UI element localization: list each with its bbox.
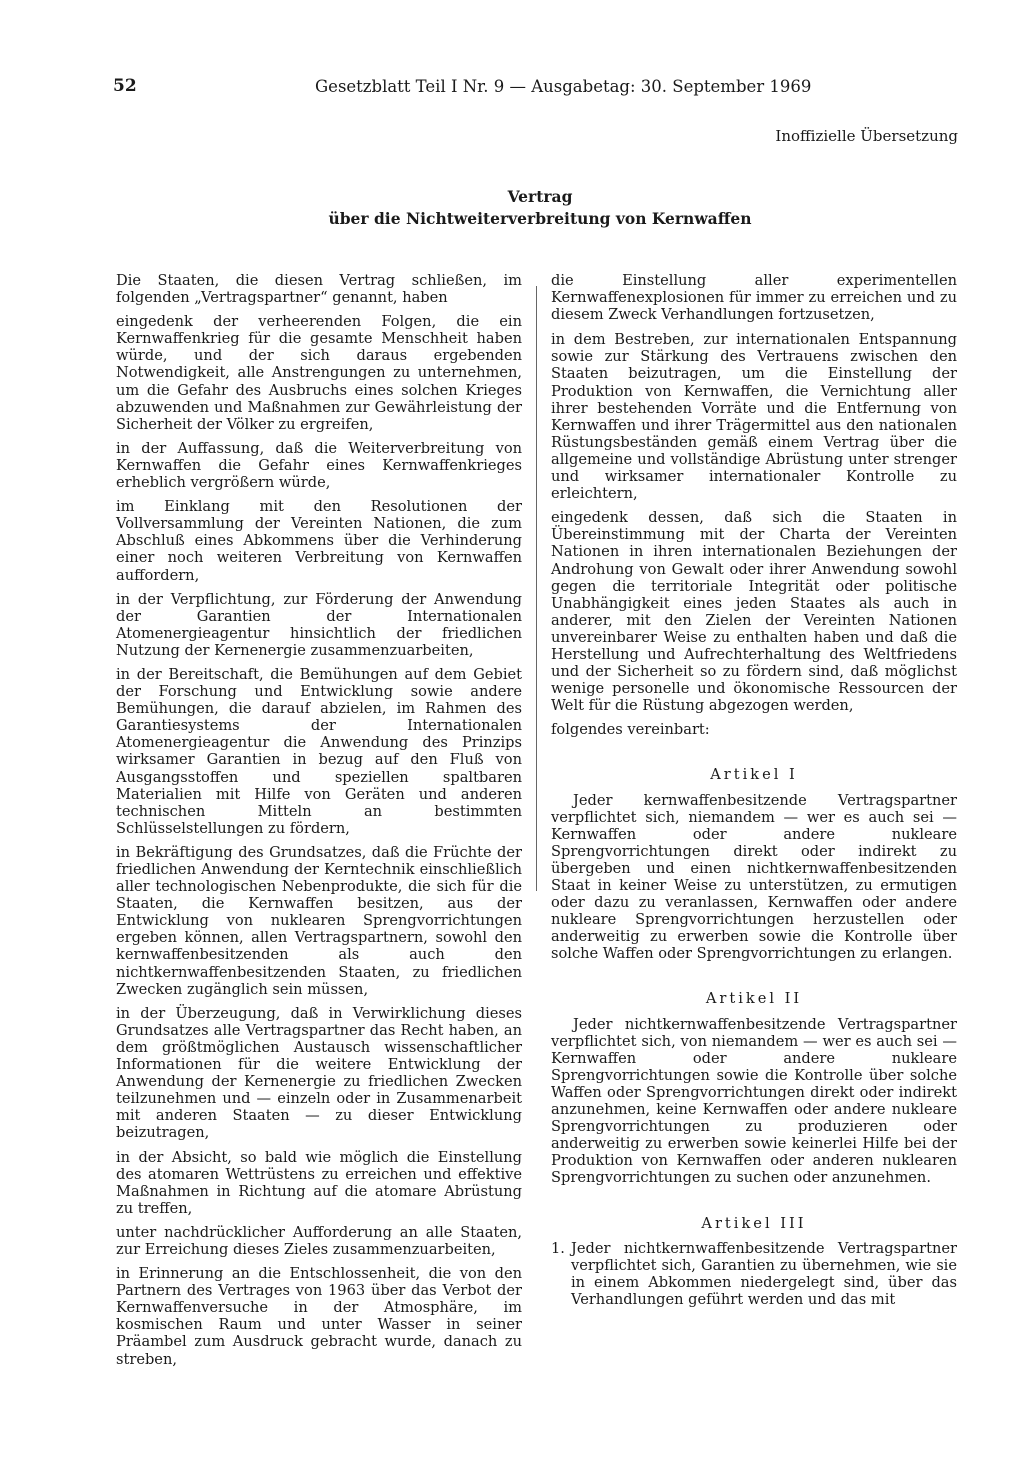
article-1-heading: Artikel I: [710, 766, 798, 784]
document-title-line-2: über die Nichtweiterverbreitung von Kernwaffen: [328, 209, 752, 228]
document-title: [280, 186, 800, 230]
translation-note: Inoffizielle Übersetzung: [775, 127, 958, 145]
preamble-paragraph: eingedenk dessen, daß sich die Staaten in Übereinstimmung mit der Charta der Vereinten Nationen in ihren internationalen Beziehungen der Androhung von Gewalt oder ihrer Anwendung sowohl gegen die territoriale Integrität oder politische Unabhängigkeit eines jeden Staates als auch in anderer, mit den Zielen der Vereinten Nationen unvereinbarer Weise zu enthalten haben und daß die Herstellung und Aufrechterhaltung des Weltfriedens und der Sicherheit so zu fördern sind, daß möglichst wenige personelle und ökonomische Ressourcen der Welt für die Rüstung abgezogen werden,: [551, 509, 957, 715]
preamble-paragraph: in der Auffassung, daß die Weiterverbreitung von Kernwaffen die Gefahr eines Kernwaffenkrieges erheblich vergrößern würde,: [116, 439, 522, 492]
preamble-paragraph: in Erinnerung an die Entschlossenheit, die von den Partnern des Vertrages von 1963 über das Verbot der Kernwaffenversuche in der Atmosphäre, im kosmischen Raum und unter Wasser in seiner Präambel zum Ausdruck gebracht wurde, danach zu streben,: [116, 1265, 522, 1368]
preamble-paragraph: im Einklang mit den Resolutionen der Vollversammlung der Vereinten Nationen, die zum Abschluß eines Abkommens über die Verhinderung einer noch weiteren Verbreitung von Kernwaffen auffordern,: [116, 498, 522, 584]
preamble-paragraph: in der Überzeugung, daß in Verwirklichung dieses Grundsatzes alle Vertragspartner das Recht haben, an dem größtmöglichen Austausch wissenschaftlicher Informationen für die weitere Entwicklung der Anwendung der Kernenergie zu friedlichen Zwecken teilzunehmen und — einzeln oder in Zusammenarbeit mit anderen Staaten — zu dieser Entwicklung beizutragen,: [116, 1004, 522, 1142]
item-text: Jeder nichtkernwaffenbesitzende Vertragspartner verpflichtet sich, Garantien zu übernehmen, wie sie in einem Abkommen niedergelegt sind, über das Verhandlungen geführt werden und das mit: [571, 1239, 957, 1308]
preamble-paragraph: in der Absicht, so bald wie möglich die Einstellung des atomaren Wettrüstens zu erreichen und effektive Maßnahmen in Richtung auf die atomare Abrüstung zu treffen,: [116, 1148, 522, 1217]
preamble-paragraph: in der Bereitschaft, die Bemühungen auf dem Gebiet der Forschung und Entwicklung sowie andere Bemühungen, die darauf abzielen, im Rahmen des Garantiesystems der Internationalen Atomenergieagentur die Anwendung des Prinzips wirksamer Garantien in bezug auf den Fluß von Ausgangsstoffen und speziellen spaltbaren Materialien mit Hilfe von Geräten und anderen technischen Mitteln an bestimmten Schlüsselstellungen zu fördern,: [116, 665, 522, 837]
article-2-body: Jeder nichtkernwaffenbesitzende Vertragspartner verpflichtet sich, von niemandem — wer es auch sei — Kernwaffen oder andere nukleare Sprengvorrichtungen sowie die Kontrolle über solche Waffen oder Sprengvorrichtungen direkt oder indirekt anzunehmen, keine Kernwaffen oder andere nukleare Sprengvorrichtungen zu produzieren oder anderweitig zu erwerben sowie keinerlei Hilfe bei der Produktion von Kernwaffen oder anderen nuklearen Sprengvorrichtungen zu suchen oder anzunehmen.: [551, 1015, 957, 1187]
document-title-line-1: Vertrag: [507, 187, 573, 206]
article-2-heading: Artikel II: [705, 990, 803, 1008]
preamble-paragraph: in der Verpflichtung, zur Förderung der Anwendung der Garantien der Internationalen Atomenergieagentur hinsichtlich der friedlichen Nutzung der Kernenergie zusammenzuarbeiten,: [116, 590, 522, 659]
right-column: [551, 272, 957, 1308]
page-number: 52: [113, 76, 137, 96]
preamble-paragraph: in dem Bestreben, zur internationalen Entspannung sowie zur Stärkung des Vertrauens zwischen den Staaten beizutragen, um die Einstellung der Produktion von Kernwaffen, die Vernichtung aller ihrer bestehenden Vorräte und die Entfernung von Kernwaffen und ihrer Trägermittel aus den nationalen Rüstungsbeständen gemäß einem Vertrag über die allgemeine und vollständige Abrüstung unter strenger und wirksamer internationaler Kontrolle zu erleichtern,: [551, 331, 957, 503]
preamble-paragraph: eingedenk der verheerenden Folgen, die ein Kernwaffenkrieg für die gesamte Menschheit haben würde, und der sich daraus ergebenden Notwendigkeit, alle Anstrengungen zu unternehmen, um die Gefahr des Ausbruchs eines solchen Krieges abzuwenden und Maßnahmen zur Gewährleistung der Sicherheit der Völker zu ergreifen,: [116, 313, 522, 433]
preamble-intro: Die Staaten, die diesen Vertrag schließen, im folgenden „Vertragspartner“ genannt, haben: [116, 272, 522, 307]
article-3-item-1: [551, 1240, 957, 1308]
preamble-paragraph: in Bekräftigung des Grundsatzes, daß die Früchte der friedlichen Anwendung der Kerntechnik einschließlich aller technologischen Nebenprodukte, die sich für die Staaten, die Kernwaffen besitzen, aus der Entwicklung von nuklearen Sprengvorrichtungen ergeben können, allen Vertragspartnern, sowohl den kernwaffenbesitzenden als auch den nichtkernwaffenbesitzenden Staaten, zu friedlichen Zwecken zugänglich sein müssen,: [116, 843, 522, 998]
preamble-paragraph: unter nachdrücklicher Aufforderung an alle Staaten, zur Erreichung dieses Zieles zusammenzuarbeiten,: [116, 1223, 522, 1258]
item-number: 1.: [551, 1239, 565, 1257]
column-divider: [536, 286, 537, 891]
agreement-statement: folgendes vereinbart:: [551, 721, 710, 739]
page-header: [113, 76, 812, 100]
article-1-body: Jeder kernwaffenbesitzende Vertragspartner verpflichtet sich, niemandem — wer es auch sei — Kernwaffen oder andere nukleare Sprengvorrichtungen direkt oder indirekt zu übergeben und einen nichtkernwaffenbesitzenden Staat in keiner Weise zu unterstützen, zu ermutigen oder dazu zu veranlassen, Kernwaffen oder andere nukleare Sprengvorrichtungen herzustellen oder anderweitig zu erwerben sowie die Kontrolle über solche Waffen oder Sprengvorrichtungen zu erlangen.: [551, 791, 957, 963]
gazette-header-title: Gesetzblatt Teil I Nr. 9 — Ausgabetag: 30. September 1969: [315, 77, 812, 96]
left-column: [116, 272, 522, 1375]
article-3-heading: Artikel III: [701, 1214, 807, 1232]
preamble-continuation: die Einstellung aller experimentellen Kernwaffenexplosionen für immer zu erreichen und zu diesem Zweck Verhandlungen fortzusetzen,: [551, 272, 957, 324]
